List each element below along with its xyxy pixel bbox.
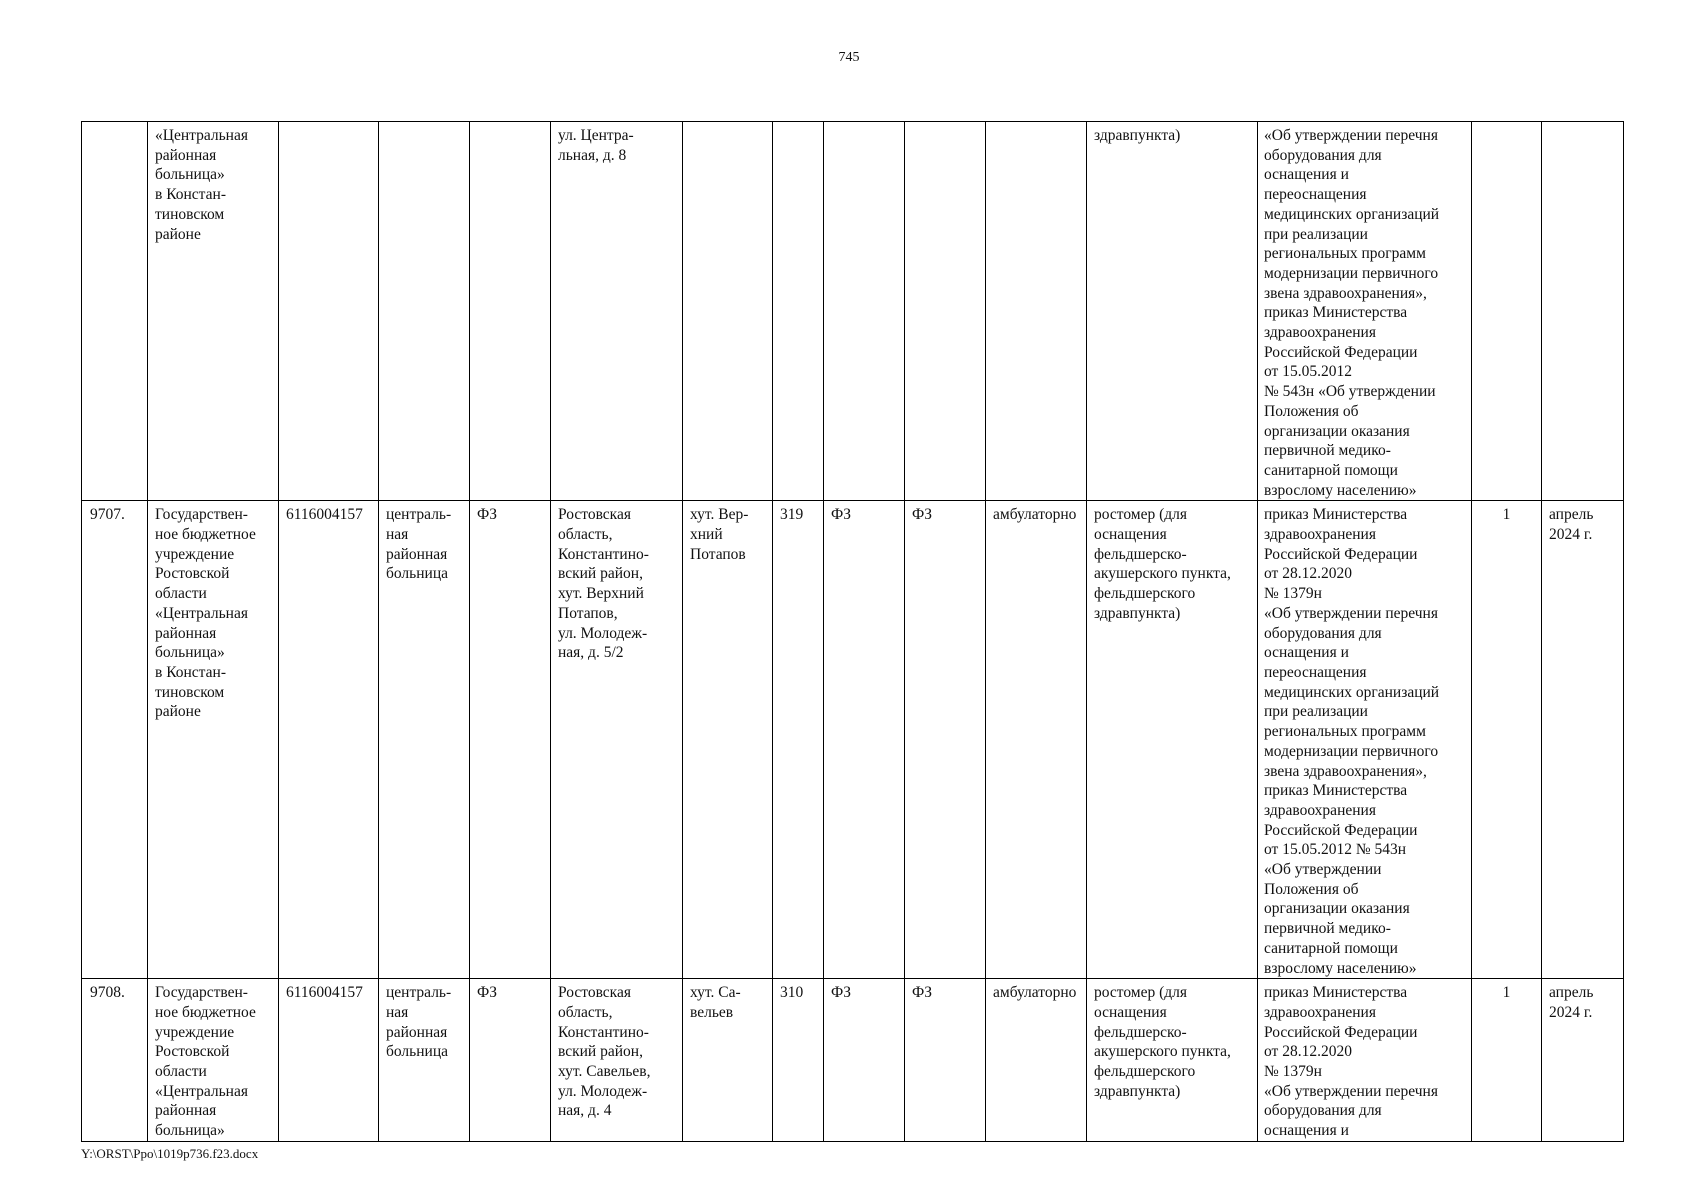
population: 319 bbox=[773, 501, 824, 979]
unit-type-current: ФЗ bbox=[824, 501, 905, 979]
care-conditions bbox=[986, 122, 1087, 501]
legal-basis: «Об утверждении перечня оборудования для оснащения и переоснащения медицинских организаций при реализации региональных программ модернизации первичного звена здравоохранения», приказ Министерства здравоохранения Российской Федерации от 15.05.2012 № 543н «Об утверждении Положения об организации оказания первичной медико- санитарной помощи взрослому населению» bbox=[1258, 122, 1472, 501]
equipment-name: ростомер (для оснащения фельдшерско- акушерского пункта, фельдшерского здравпункта) bbox=[1087, 979, 1258, 1142]
table-row bbox=[82, 979, 1624, 1142]
inn: 6116004157 bbox=[279, 501, 379, 979]
equipment-name: ростомер (для оснащения фельдшерско- акушерского пункта, фельдшерского здравпункта) bbox=[1087, 501, 1258, 979]
equipment-table bbox=[81, 121, 1624, 1142]
organization-name: «Центральная районная больница» в Констан- тиновском районе bbox=[148, 122, 279, 501]
inn: 6116004157 bbox=[279, 979, 379, 1142]
unit-type-target bbox=[905, 122, 986, 501]
organization-type: централь- ная районная больница bbox=[379, 501, 470, 979]
unit-type-current: ФЗ bbox=[824, 979, 905, 1142]
quantity: 1 bbox=[1472, 979, 1542, 1142]
organization-name: Государствен- ное бюджетное учреждение Ростовской области «Центральная районная больница» в Констан- тиновском районе bbox=[148, 501, 279, 979]
quantity: 1 bbox=[1472, 501, 1542, 979]
unit-type bbox=[470, 122, 551, 501]
organization-type bbox=[379, 122, 470, 501]
address: Ростовская область, Константино- вский район, хут. Савельев, ул. Молодеж- ная, д. 4 bbox=[551, 979, 683, 1142]
footer-file-path: Y:\ORST\Ppo\1019p736.f23.docx bbox=[81, 1146, 259, 1161]
legal-basis: приказ Министерства здравоохранения Российской Федерации от 28.12.2020 № 1379н «Об утверждении перечня оборудования для оснащения и bbox=[1258, 979, 1472, 1142]
unit-type: ФЗ bbox=[470, 979, 551, 1142]
row-number: 9708. bbox=[82, 979, 148, 1142]
row-number bbox=[82, 122, 148, 501]
delivery-date: апрель 2024 г. bbox=[1542, 501, 1624, 979]
unit-type-target: ФЗ bbox=[905, 979, 986, 1142]
locality: хут. Вер- хний Потапов bbox=[683, 501, 773, 979]
equipment-name: здравпункта) bbox=[1087, 122, 1258, 501]
unit-type-current bbox=[824, 122, 905, 501]
organization-type: централь- ная районная больница bbox=[379, 979, 470, 1142]
address: ул. Центра- льная, д. 8 bbox=[551, 122, 683, 501]
table-row bbox=[82, 122, 1624, 501]
table-row bbox=[82, 501, 1624, 979]
legal-basis: приказ Министерства здравоохранения Российской Федерации от 28.12.2020 № 1379н «Об утверждении перечня оборудования для оснащения и переоснащения медицинских организаций при реализации региональных программ модернизации первичного звена здравоохранения», приказ Министерства здравоохранения Российской Федерации от 15.05.2012 № 543н «Об утверждении Положения об организации оказания первичной медико- санитарной помощи взрослому населению» bbox=[1258, 501, 1472, 979]
inn bbox=[279, 122, 379, 501]
population: 310 bbox=[773, 979, 824, 1142]
organization-name: Государствен- ное бюджетное учреждение Ростовской области «Центральная районная больница» bbox=[148, 979, 279, 1142]
delivery-date: апрель 2024 г. bbox=[1542, 979, 1624, 1142]
locality: хут. Са- вельев bbox=[683, 979, 773, 1142]
quantity bbox=[1472, 122, 1542, 501]
unit-type-target: ФЗ bbox=[905, 501, 986, 979]
address: Ростовская область, Константино- вский район, хут. Верхний Потапов, ул. Молодеж- ная, д. 5/2 bbox=[551, 501, 683, 979]
care-conditions: амбулаторно bbox=[986, 501, 1087, 979]
care-conditions: амбулаторно bbox=[986, 979, 1087, 1142]
locality bbox=[683, 122, 773, 501]
row-number: 9707. bbox=[82, 501, 148, 979]
page-number: 745 bbox=[838, 50, 860, 65]
delivery-date bbox=[1542, 122, 1624, 501]
unit-type: ФЗ bbox=[470, 501, 551, 979]
population bbox=[773, 122, 824, 501]
